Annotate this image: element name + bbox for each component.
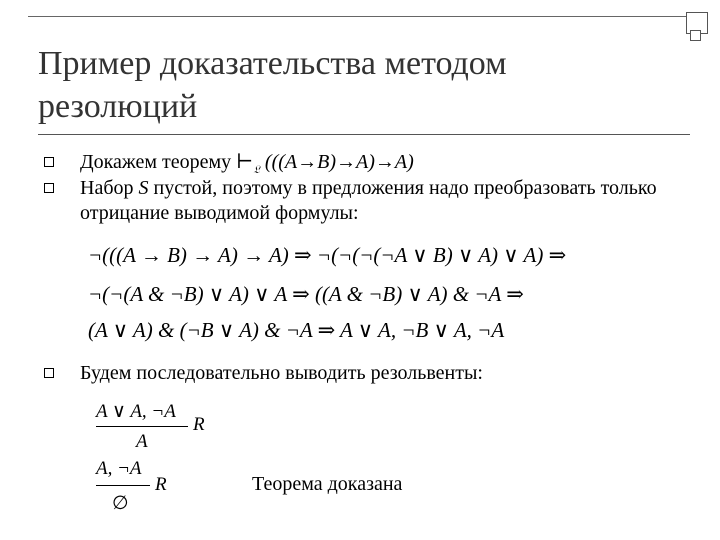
resolution-step-1-premises: A ∨ A, ¬A: [96, 401, 176, 422]
resolution-step-2-premises: A, ¬A: [96, 458, 142, 479]
bullet-square-icon: [44, 368, 54, 378]
bullet-square-icon: [44, 183, 54, 193]
proof-complete-text: Теорема доказана: [252, 473, 403, 495]
corner-small-square-decoration: [690, 30, 701, 41]
formula-line-3: (A ∨ A) & (¬B ∨ A) & ¬A ⇒ A ∨ A, ¬B ∨ A, ¬A: [88, 318, 505, 342]
bullet-3-text: Будем последовательно выводить резольвенты:: [80, 362, 483, 384]
resolution-step-2: [96, 458, 196, 522]
resolution-step-2-rule: R: [155, 474, 167, 495]
bullet-square-icon: [44, 157, 54, 167]
bullet-1-turnstile: ⊢: [236, 151, 254, 173]
bullet-2-text-before: Набор: [80, 177, 139, 199]
bullet-2-text: [80, 176, 680, 226]
resolution-step-2-conclusion: ∅: [112, 493, 129, 514]
bullet-1-label: Докажем теорему: [80, 151, 232, 173]
bullet-1-formula: (((A→B)→A)→A): [259, 151, 414, 173]
top-decorative-line: [28, 16, 688, 17]
resolution-step-1-rule: R: [193, 414, 205, 435]
bullet-1-subscript: 𝔏: [253, 164, 260, 176]
bullet-2-text-after: пустой, поэтому в предложения надо преобразовать только отрицание выводимой формулы:: [80, 177, 657, 224]
resolution-step-1: [96, 400, 226, 460]
title-underline: [38, 134, 690, 135]
formula-line-2: ¬(¬(A & ¬B) ∨ A) ∨ A ⇒ ((A & ¬B) ∨ A) & ¬A ⇒: [88, 282, 524, 306]
resolution-step-1-conclusion: A: [136, 431, 148, 452]
resolution-step-1-bar: [96, 426, 188, 427]
bullet-2-set-symbol: S: [138, 177, 149, 199]
formula-line-1: ¬(((A → B) → A) → A) ⇒ ¬(¬(¬(¬A ∨ B) ∨ A) ∨ A) ⇒: [88, 243, 567, 267]
resolution-step-2-bar: [96, 485, 150, 486]
slide-title: Пример доказательства методом резолюций: [38, 45, 507, 125]
